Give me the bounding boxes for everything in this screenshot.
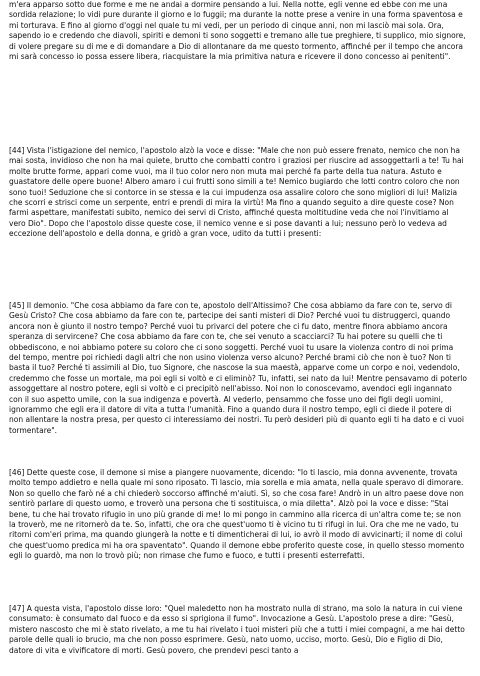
- paragraph-continued: m'era apparso sotto due forme e me ne andai a dormire pensando a lui. Nella notte, egli venne ed ebbe con me una sordida relazione; lo vidi pure durante il giorno e lo fuggii; ma durante la notte prese a venire in una forma spaventosa e mi torturava. E fino al giorno d'oggi nel quale tu mi vedi, per un periodo di cinque anni, non mi lasciò mai sola. Ora, sapendo io e credendo che diavoli, spiriti e demoni ti sono soggetti e tremano alle tue preghiere, ti supplico, mio signore, di volere pregare su di me e di domandare a Dio di allontanare da me questo tormento, affinché per il tempo che ancora mi sarà concesso io possa essere libera, riacquistare la mia primitiva natura e ricevere il dono concesso ai penitenti".: [9, 0, 466, 62]
- paragraph-44: [44] Vista l'istigazione del nemico, l'apostolo alzò la voce e disse: "Male che non può essere frenato, nemico che non ha mai sosta, invidioso che non ha mai quiete, brutto che combatti contro i graziosi per riuscire ad assoggettarli a te! Tu hai molte brutte forme, appari come vuoi, ma il tuo color nero non muta mai perché fa parte della tua natura. Astuto e guastatore delle opere buone! Albero amaro i cui frutti sono simili a te! Nemico bugiardo che lotti contro coloro che non sono tuoi! Seduzione che si contorce in se stessa e la cui impudenza osa assalire coloro che sono migliori di lui! Malizia che scorri e strisci come un serpente, entri e prendi di mira la virtù! Ma fino a quando seguito a dire queste cose? Non farmi aspettare, manifestati subito, nemico dei servi di Cristo, affinché questa moltitudine veda che noi l'invitiamo al vero Dio". Dopo che l'apostolo disse queste cose, il nemico venne e si pose davanti a lui; nessuno però lo vedeva ad eccezione dell'apostolo e della donna, e gridò a gran voce, udito da tutti i presenti:: [9, 146, 464, 239]
- paragraph-47: [47] A questa vista, l'apostolo disse loro: "Quel maledetto non ha mostrato nulla di strano, ma solo la natura in cui viene consumato: è consumato dal fuoco e da esso si sprigiona il fumo". Invocazione a Gesù. L'apostolo prese a dire: "Gesù, mistero nascosto che mi è stato rivelato, a me tu hai rivelato i tuoi misteri più che a tutti i miei compagni, a me hai detto parole delle quali io brucio, ma che non posso esprimere. Gesù, nato uomo, ucciso, morto. Gesù, Dio e Figlio di Dio, datore di vita e vivificatore di morti. Gesù povero, che prendevi pesci tanto a: [9, 604, 465, 655]
- paragraph-45: [45] Il demonio. "Che cosa abbiamo da fare con te, apostolo dell'Altissimo? Che cosa abbiamo da fare con te, servo di Gesù Cristo? Che cosa abbiamo da fare con te, partecipe dei santi misteri di Dio? Perché vuoi tu distruggerci, quando ancora non è giunto il nostro tempo? Perché vuoi tu privarci del potere che ci fu dato, mentre finora abbiamo ancora speranza di servircene? Che cosa abbiamo da fare con te, che sei venuto a scacciarci? Tu hai potere su quelli che ti obbediscono, e noi abbiamo potere su coloro che ci sono soggetti. Perché vuoi tu usare la violenza contro di noi prima del tempo, mentre poi richiedi dagli altri che non usino violenza verso alcuno? Perché brami ciò che non è tuo? Non ti basta il tuo? Perché ti assimili al Dio, tuo Signore, che nascose la sua maestà, apparve come un corpo e noi, vedendolo, credemmo che fosse un mortale, ma poi egli si voltò e ci eliminò? Tu, infatti, sei nato da lui! Mentre pensavamo di poterlo assoggettare al nostro potere, egli si voltò e ci precipitò nell'abisso. Noi non lo conoscevamo, avendoci egli ingannato con il suo aspetto umile, con la sua indigenza e povertà. Al vederlo, pensammo che fosse uno dei figli degli uomini, ignorammo che egli era il datore di vita a tutta l'umanità. Fino a quando dura il nostro tempo, egli ci diede il potere di non allentare la nostra presa, per questo ci interessiamo dei nostri. Tu però desideri più di quanto egli ti ha dato e ci vuoi tormentare".: [9, 301, 467, 435]
- paragraph-46: [46] Dette queste cose, il demone si mise a piangere nuovamente, dicendo: "Io ti lascio, mia donna avvenente, trovata molto tempo addietro e nella quale mi sono riposato. Ti lascio, mia sorella e mia amata, nella quale speravo di dimorare. Non so quello che farò né a chi chiederò soccorso affinché m'aiuti. Sì, so che cosa fare! Andrò in un altro paese dove non sentirò parlare di questo uomo, e troverò una persona che ti sostituisca, o mia diletta". Alzò poi la voce e disse: "Stai bene, tu che hai trovato rifugio in uno più grande di me! Io mi pongo in cammino alla ricerca di un'altra come te; se non la troverò, me ne ritornerò da te. So, infatti, che ora che quest'uomo ti è vicino tu ti rifugi in lui. Ora che me ne vado, tu ritorni com'eri prima, ma quando giungerà la notte e ti dimenticherai di lui, io avrò il modo di avvicinarti; il nome di colui che quest'uomo predica mi ha ora spaventato". Quando il demone ebbe proferito queste cose, in quello stesso momento egli lo guardò, ma non lo trovò più; non rimase che fumo e fuoco, e tutti i presenti esterrefatti.: [9, 468, 465, 561]
